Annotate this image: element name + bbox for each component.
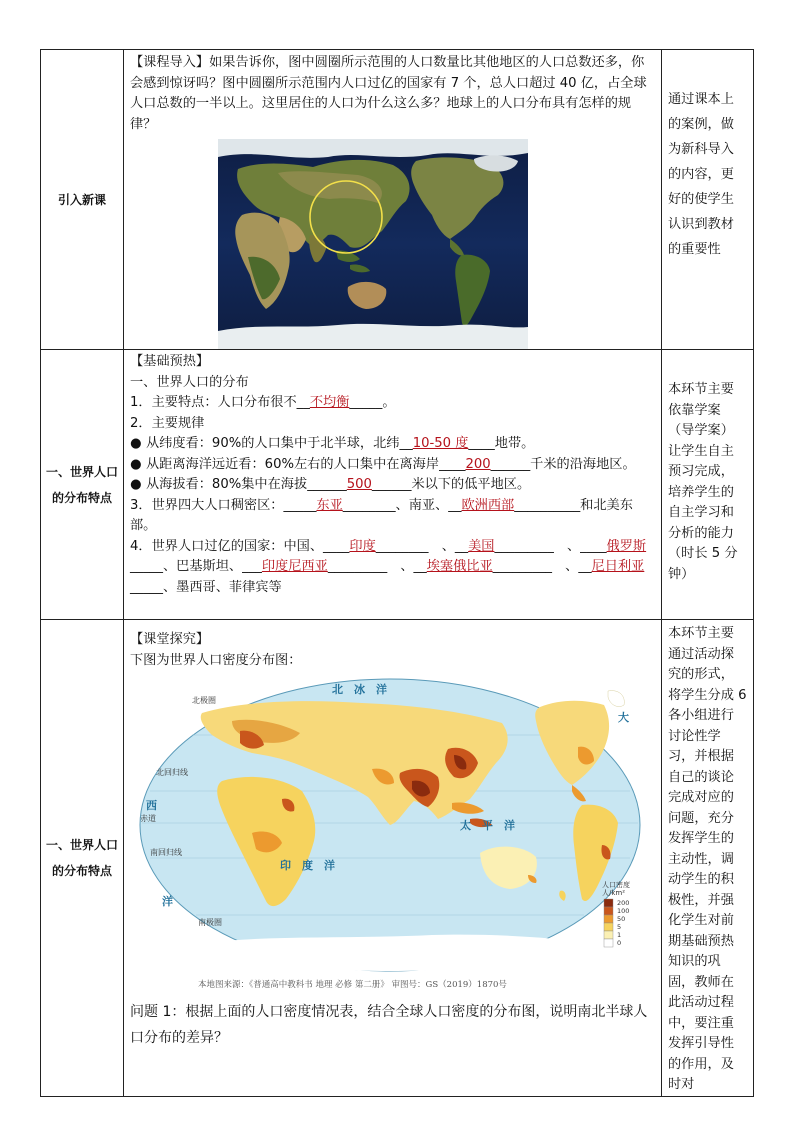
answer: 东亚 xyxy=(316,497,343,513)
population-density-map xyxy=(132,673,652,979)
answer: 500 xyxy=(346,477,372,492)
label-pacific-ocean: 太 平 洋 xyxy=(460,819,515,832)
answer: 不均衡 xyxy=(309,395,350,410)
row-label: 一、世界人口的分布特点 xyxy=(41,620,124,1097)
bullet-coast: ● 从距离海洋远近看：60%左右的人口集中在离海岸____200______千米的沿海地区。 xyxy=(130,456,636,472)
point-3: 3．世界四大人口稠密区：_____东亚________、南亚、__欧洲西部__________和北美东部。 xyxy=(130,497,633,533)
row-intro xyxy=(41,50,754,350)
row-content xyxy=(124,350,662,620)
label-atlantic-da: 大 xyxy=(618,711,629,724)
answer: 印度 xyxy=(349,538,376,554)
answer: 印度尼西亚 xyxy=(261,559,328,574)
intro-text: 如果告诉你，图中圆圈所示范围的人口数量比其他地区的人口总数还多，你会感到惊讶吗？图中圆圈所示范围内人口过亿的国家有 7 个，总人口超过 40 亿，占全球人口总数的一半以上。这里居住的人口为什么这么多？地球上的人口分布具有怎样的规律？ xyxy=(130,55,647,132)
bullet-latitude: ● 从纬度看：90%的人口集中于北半球，北纬__10-50 度____地带。 xyxy=(130,436,535,451)
row-note: 本环节主要依靠学案（导学案）让学生自主预习完成，培养学生的自主学习和分析的能力（时长 5 分钟） xyxy=(662,350,754,620)
legend-value: 5 xyxy=(617,923,622,931)
point-2: 2．主要规律 xyxy=(130,415,205,431)
section-heading: 【课程导入】 xyxy=(130,55,210,70)
legend-swatch xyxy=(604,931,613,939)
label-tropic-cancer: 北回归线 xyxy=(156,768,188,777)
answer: 10-50 度 xyxy=(412,436,469,451)
label-indian-ocean: 印 度 洋 xyxy=(280,859,335,872)
label-north-polar-circle: 北极圈 xyxy=(192,696,216,705)
legend-value: 0 xyxy=(617,939,622,947)
legend-swatch xyxy=(604,939,613,947)
map-legend xyxy=(602,880,630,947)
world-satellite-image xyxy=(218,139,528,349)
answer: 美国 xyxy=(468,538,495,554)
point-4: 4．世界人口过亿的国家：中国、____印度________ 、__美国_________ 、____俄罗斯_____、巴基斯坦、___印度尼西亚_________ 、__埃塞俄比亚_________ 、__尼日利亚_____、墨西哥、菲律宾等 xyxy=(130,538,647,595)
subsection-title: 一、世界人口的分布 xyxy=(130,374,249,390)
label-atlantic-yang: 洋 xyxy=(162,895,173,908)
legend-swatch xyxy=(604,899,613,907)
legend-value: 1 xyxy=(617,931,622,939)
bullet-altitude: ● 从海拔看：80%集中在海拔______500______米以下的低平地区。 xyxy=(130,477,531,492)
row-note: 通过课本上的案例，做为新科导入的内容，更好的使学生认识到教材的重要性 xyxy=(662,50,754,350)
row-content xyxy=(124,620,662,1097)
row-basics xyxy=(41,350,754,620)
row-label: 引入新课 xyxy=(41,50,124,350)
answer: 埃塞俄比亚 xyxy=(426,559,493,574)
legend-swatch xyxy=(604,923,613,931)
map-intro: 下图为世界人口密度分布图： xyxy=(130,652,302,668)
answer: 欧洲西部 xyxy=(461,497,515,513)
density-map-svg xyxy=(132,673,652,979)
satellite-map-svg xyxy=(218,139,528,349)
legend-title: 人口密度 xyxy=(602,881,630,889)
legend-value: 100 xyxy=(617,907,630,915)
section-heading: 【基础预热】 xyxy=(130,354,210,369)
label-arctic-ocean: 北 冰 洋 xyxy=(332,683,387,696)
section-heading: 【课堂探究】 xyxy=(130,632,210,647)
answer: 俄罗斯 xyxy=(606,538,647,554)
label-tropic-capricorn: 南回归线 xyxy=(150,848,182,857)
legend-swatch xyxy=(604,915,613,923)
legend-unit: 人/km² xyxy=(602,889,626,897)
lesson-table xyxy=(40,49,754,1097)
label-equator: 赤道 xyxy=(140,814,156,823)
legend-value: 50 xyxy=(617,915,626,923)
map-source: 本地图来源：《普通高中教科书 地理 必修 第二册》 审图号：GS（2019）1870号 xyxy=(198,980,507,990)
answer: 200 xyxy=(465,456,491,472)
legend-value: 200 xyxy=(617,899,630,907)
row-content xyxy=(124,50,662,350)
label-south-polar-circle: 南极圈 xyxy=(198,918,222,927)
point-1: 1．主要特点：人口分布很不__不均衡_____。 xyxy=(130,395,396,410)
legend-swatch xyxy=(604,907,613,915)
row-inquiry xyxy=(41,620,754,1097)
question-1: 问题 1：根据上面的人口密度情况表，结合全球人口密度的分布图，说明南北半球人口分布的差异？ xyxy=(130,1004,648,1046)
row-note: 本环节主要通过活动探究的形式，将学生分成 6 各小组进行讨论性学习，并根据自己的谈论完成对应的问题，充分发挥学生的主动性，调动学生的积极性，并强化学生对前期基础预热知识的巩固，教师在此活动过程中，要注重发挥引导性的作用，及时对 xyxy=(662,620,754,1097)
label-atlantic-west: 西 xyxy=(146,799,157,812)
answer: 尼日利亚 xyxy=(591,559,645,574)
row-label: 一、世界人口的分布特点 xyxy=(41,350,124,620)
